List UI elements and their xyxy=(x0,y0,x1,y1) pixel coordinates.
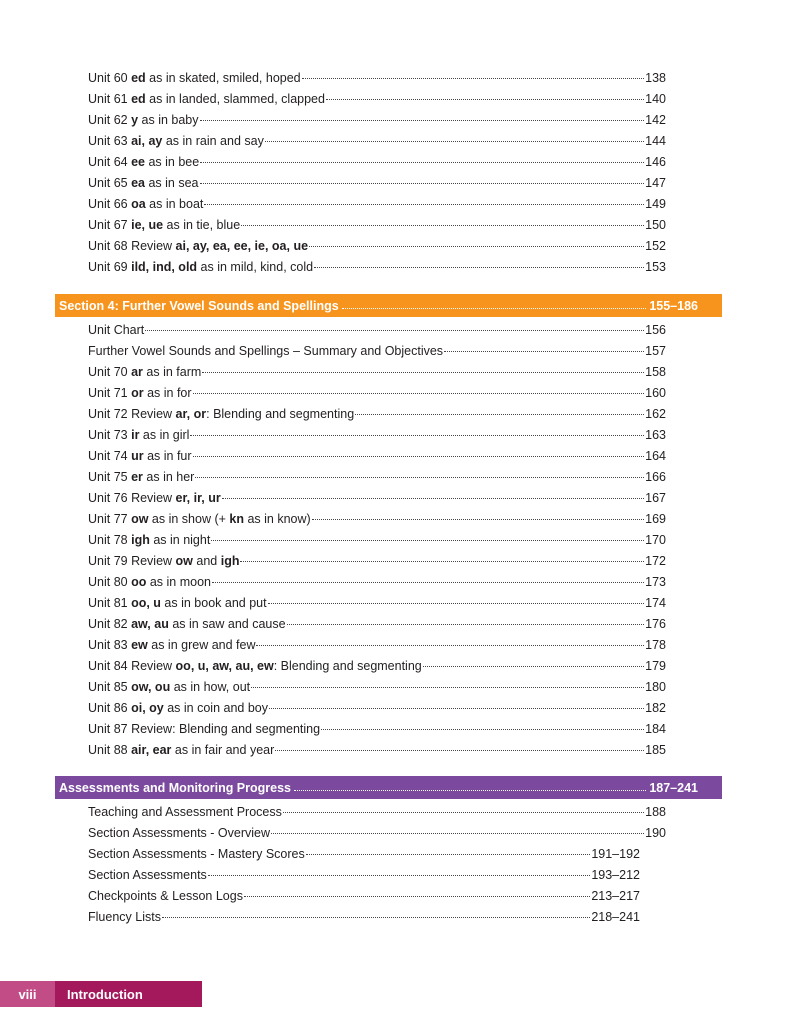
toc-entry-pattern: oa xyxy=(131,197,146,211)
toc-entry-page: 179 xyxy=(645,659,666,673)
dot-leader xyxy=(145,330,644,331)
toc-entry[interactable] xyxy=(88,698,666,719)
toc-entry[interactable] xyxy=(88,509,666,530)
dot-leader xyxy=(244,896,590,897)
toc-entry-text: as in tie, blue xyxy=(163,218,241,232)
toc-entry-pattern: kn xyxy=(229,512,244,526)
toc-entry[interactable] xyxy=(88,656,666,677)
toc-entry-pattern: oo, u xyxy=(131,596,161,610)
toc-entry[interactable] xyxy=(88,844,640,865)
toc-entry[interactable] xyxy=(88,257,666,278)
toc-entry-text: Unit 60 xyxy=(88,71,132,85)
toc-entry-pattern: ed xyxy=(131,71,146,85)
toc-entry-title xyxy=(88,509,311,530)
toc-entry[interactable] xyxy=(88,823,666,844)
dot-leader xyxy=(269,708,644,709)
toc-entry-text: as in grew and few xyxy=(147,638,256,652)
dot-leader xyxy=(294,790,646,791)
dot-leader xyxy=(302,78,645,79)
toc-entry[interactable] xyxy=(88,530,666,551)
dot-leader xyxy=(195,477,644,478)
toc-entry-text: Unit 66 xyxy=(88,197,132,211)
toc-entry-text: as in her xyxy=(142,470,195,484)
toc-entry[interactable] xyxy=(88,488,666,509)
toc-entry-text: as in mild, kind, cold xyxy=(197,260,314,274)
assessments-header[interactable] xyxy=(55,776,722,799)
toc-entry-text: as in sea xyxy=(145,176,199,190)
toc-entry-text: Unit 64 xyxy=(88,155,132,169)
toc-entry-text: Unit 85 xyxy=(88,680,132,694)
dot-leader xyxy=(423,666,644,667)
toc-entry[interactable] xyxy=(88,173,666,194)
dot-leader xyxy=(208,875,591,876)
dot-leader xyxy=(312,519,644,520)
toc-entry-title xyxy=(88,865,207,886)
toc-entry-text: as in saw and cause xyxy=(168,617,286,631)
toc-entry[interactable] xyxy=(88,152,666,173)
toc-entry-text: Unit 70 xyxy=(88,365,132,379)
dot-leader xyxy=(190,435,644,436)
toc-entry-title xyxy=(88,907,161,928)
toc-entry[interactable] xyxy=(88,572,666,593)
section-4-title: Section 4: Further Vowel Sounds and Spellings xyxy=(59,298,339,313)
toc-entry-text: as in for xyxy=(143,386,192,400)
toc-entry-text: Teaching and Assessment Process xyxy=(88,805,282,819)
toc-entry-pattern: er xyxy=(131,470,143,484)
dot-leader xyxy=(240,561,644,562)
toc-entry-pattern: ir xyxy=(131,428,140,442)
toc-entry-title xyxy=(88,719,320,740)
toc-entry-text: as in show (+ xyxy=(148,512,230,526)
dot-leader xyxy=(309,246,644,247)
toc-entry[interactable] xyxy=(88,740,666,761)
dot-leader xyxy=(355,414,644,415)
toc-entry-text: as in coin and boy xyxy=(163,701,268,715)
toc-entry[interactable] xyxy=(88,865,640,886)
toc-entry[interactable] xyxy=(88,341,666,362)
toc-entry-page: 144 xyxy=(645,134,666,148)
toc-entry[interactable] xyxy=(88,802,666,823)
toc-entry-title xyxy=(88,446,192,467)
toc-entry-text: Unit Chart xyxy=(88,323,145,337)
toc-entry-text: as in book and put xyxy=(160,596,267,610)
dot-leader xyxy=(271,833,644,834)
toc-entry[interactable] xyxy=(88,635,666,656)
toc-entry[interactable] xyxy=(88,383,666,404)
toc-entry-text: Section Assessments - Overview xyxy=(88,826,271,840)
toc-entry-page: 138 xyxy=(645,71,666,85)
toc-entry[interactable] xyxy=(88,467,666,488)
toc-entry-text: as in farm xyxy=(142,365,202,379)
toc-entry-title xyxy=(88,488,221,509)
toc-entry[interactable] xyxy=(88,89,666,110)
toc-entry-title xyxy=(88,425,189,446)
toc-entry-pattern: ow xyxy=(175,554,193,568)
toc-entry-title xyxy=(88,404,354,425)
toc-entry-pattern: ea xyxy=(131,176,145,190)
toc-entry-text: as in night xyxy=(149,533,211,547)
toc-entry-pattern: ai, ay, ea, ee, ie, oa, ue xyxy=(175,239,309,253)
toc-entry-page: 149 xyxy=(645,197,666,211)
toc-entry[interactable] xyxy=(88,551,666,572)
toc-entry-text: as in rain and say xyxy=(162,134,264,148)
toc-entry-text: Unit 62 xyxy=(88,113,132,127)
toc-entry-page: 172 xyxy=(645,554,666,568)
toc-entry-text: as in how, out xyxy=(170,680,251,694)
toc-entry-page: 156 xyxy=(645,323,666,337)
toc-entry-title xyxy=(88,383,192,404)
toc-entry-pattern: ar xyxy=(131,365,143,379)
toc-entry-page: 166 xyxy=(645,470,666,484)
toc-entry-title xyxy=(88,593,267,614)
dot-leader xyxy=(275,750,644,751)
dot-leader xyxy=(241,225,644,226)
dot-leader xyxy=(204,204,644,205)
toc-entry-text: : Blending and segmenting xyxy=(206,407,355,421)
dot-leader xyxy=(265,141,644,142)
toc-entry-text: as in baby xyxy=(138,113,199,127)
toc-entry-page: 180 xyxy=(645,680,666,694)
toc-entry-text: Unit 78 xyxy=(88,533,132,547)
toc-entry-text: Unit 71 xyxy=(88,386,132,400)
toc-entry-text: Unit 80 xyxy=(88,575,132,589)
toc-entry-text: Unit 67 xyxy=(88,218,132,232)
toc-entry[interactable] xyxy=(88,362,666,383)
toc-entry-title xyxy=(88,614,286,635)
toc-entry[interactable] xyxy=(88,907,640,928)
toc-entry-pattern: ew xyxy=(131,638,148,652)
toc-entry-title xyxy=(88,194,203,215)
toc-entry-pattern: or xyxy=(131,386,144,400)
dot-leader xyxy=(342,308,647,309)
toc-entry-text: Unit 86 xyxy=(88,701,132,715)
toc-entry-title xyxy=(88,656,422,677)
toc-entry-page: 140 xyxy=(645,92,666,106)
toc-entry-pattern: ow, ou xyxy=(131,680,171,694)
toc-entry-pattern: oi, oy xyxy=(131,701,164,715)
toc-entry[interactable] xyxy=(88,236,666,257)
toc-entry[interactable] xyxy=(88,614,666,635)
toc-entry-pattern: ow xyxy=(131,512,149,526)
toc-entry[interactable] xyxy=(88,719,666,740)
toc-entry-text: Unit 72 Review xyxy=(88,407,176,421)
toc-entry-pattern: ed xyxy=(131,92,146,106)
toc-entry-page: 191–192 xyxy=(591,847,640,861)
toc-entry-text: Unit 88 xyxy=(88,743,132,757)
toc-entry-text: as in landed, slammed, clapped xyxy=(145,92,325,106)
toc-entry-text: Unit 84 Review xyxy=(88,659,176,673)
toc-entry-pattern: oo, u, aw, au, ew xyxy=(175,659,274,673)
toc-entry-title xyxy=(88,886,243,907)
toc-entry-text: Unit 63 xyxy=(88,134,132,148)
toc-entry-text: and xyxy=(192,554,221,568)
toc-entry-text: Unit 73 xyxy=(88,428,132,442)
assessments-title: Assessments and Monitoring Progress xyxy=(59,780,292,795)
toc-entry-page: 162 xyxy=(645,407,666,421)
dot-leader xyxy=(444,351,644,352)
toc-entry-pattern: ar, or xyxy=(175,407,207,421)
toc-entry-page: 147 xyxy=(645,176,666,190)
toc-entry-title xyxy=(88,215,240,236)
dot-leader xyxy=(162,917,590,918)
toc-entry-text: Unit 74 xyxy=(88,449,132,463)
toc-entry-page: 170 xyxy=(645,533,666,547)
toc-entry-text: : Blending and segmenting xyxy=(273,659,422,673)
toc-entry-page: 146 xyxy=(645,155,666,169)
toc-entry-text: as in fair and year xyxy=(171,743,275,757)
toc-entry-title xyxy=(88,844,305,865)
toc-entry[interactable] xyxy=(88,194,666,215)
toc-entry-pattern: oo xyxy=(131,575,147,589)
toc-entry-pattern: ai, ay xyxy=(131,134,163,148)
toc-entry-page: 193–212 xyxy=(591,868,640,882)
toc-entry[interactable] xyxy=(88,677,666,698)
toc-entry-text: Unit 87 Review: Blending and segmenting xyxy=(88,722,321,736)
toc-entry-text: as in skated, smiled, hoped xyxy=(145,71,301,85)
toc-entry-page: 176 xyxy=(645,617,666,631)
toc-entry[interactable] xyxy=(88,131,666,152)
toc-entry-page: 160 xyxy=(645,386,666,400)
dot-leader xyxy=(200,183,645,184)
toc-entry-title xyxy=(88,152,199,173)
toc-entry-pattern: y xyxy=(131,113,139,127)
toc-entry-page: 188 xyxy=(645,805,666,819)
toc-entry-text: Unit 75 xyxy=(88,470,132,484)
toc-entry-text: as in moon xyxy=(146,575,211,589)
toc-entry-page: 185 xyxy=(645,743,666,757)
footer-tab xyxy=(0,981,202,1007)
toc-entry-text: as in boat xyxy=(145,197,204,211)
toc-entry-text: as in girl xyxy=(139,428,190,442)
toc-entry-page: 213–217 xyxy=(591,889,640,903)
toc-entry-text: as in fur xyxy=(143,449,192,463)
toc-entry-page: 184 xyxy=(645,722,666,736)
toc-entry-pattern: igh xyxy=(220,554,240,568)
dot-leader xyxy=(222,498,644,499)
toc-entry[interactable] xyxy=(88,593,666,614)
toc-entry-page: 142 xyxy=(645,113,666,127)
toc-entry-title xyxy=(88,257,313,278)
toc-entry-page: 153 xyxy=(645,260,666,274)
dot-leader xyxy=(212,582,644,583)
toc-entry-title xyxy=(88,698,268,719)
toc-entry-title xyxy=(88,823,270,844)
toc-entry-text: Unit 61 xyxy=(88,92,132,106)
dot-leader xyxy=(321,729,644,730)
toc-entry-title xyxy=(88,802,282,823)
toc-entry[interactable] xyxy=(88,68,666,89)
toc-entry-title xyxy=(88,467,194,488)
toc-entry-page: 167 xyxy=(645,491,666,505)
toc-entry[interactable] xyxy=(88,320,666,341)
section-4-header[interactable] xyxy=(55,294,722,317)
toc-entry-title xyxy=(88,530,210,551)
toc-entry-pattern: ur xyxy=(131,449,144,463)
toc-entry-pattern: ee xyxy=(131,155,145,169)
toc-entry-pattern: air, ear xyxy=(131,743,172,757)
toc-entry-text: as in bee xyxy=(145,155,200,169)
dot-leader xyxy=(268,603,645,604)
toc-entry-pattern: igh xyxy=(131,533,150,547)
toc-entry-title xyxy=(88,68,301,89)
toc-entry-page: 150 xyxy=(645,218,666,232)
dot-leader xyxy=(314,267,644,268)
footer-label: Introduction xyxy=(67,986,143,1002)
dot-leader xyxy=(251,687,644,688)
assessments-pages: 187–241 xyxy=(649,780,698,795)
dot-leader xyxy=(193,393,645,394)
dot-leader xyxy=(211,540,644,541)
toc-entry-text: Unit 65 xyxy=(88,176,132,190)
toc-entry-page: 157 xyxy=(645,344,666,358)
toc-entry[interactable] xyxy=(88,404,666,425)
toc-entry-title xyxy=(88,341,443,362)
toc-entry-title xyxy=(88,89,325,110)
toc-entry-pattern: ild, ind, old xyxy=(131,260,198,274)
dot-leader xyxy=(306,854,591,855)
toc-entry-text: Section Assessments - Mastery Scores xyxy=(88,847,305,861)
toc-entry-text: Checkpoints & Lesson Logs xyxy=(88,889,243,903)
toc-entry-page: 174 xyxy=(645,596,666,610)
toc-entry-text: Unit 79 Review xyxy=(88,554,176,568)
toc-entry-text: Fluency Lists xyxy=(88,910,161,924)
toc-entry-title xyxy=(88,635,255,656)
toc-entry-page: 158 xyxy=(645,365,666,379)
toc-entry-text: Section Assessments xyxy=(88,868,207,882)
toc-entry-title xyxy=(88,320,144,341)
toc-entry-page: 164 xyxy=(645,449,666,463)
toc-entry-page: 190 xyxy=(645,826,666,840)
toc-entry[interactable] xyxy=(88,425,666,446)
toc-entry-pattern: er, ir, ur xyxy=(175,491,221,505)
section-4-pages: 155–186 xyxy=(649,298,698,313)
toc-entry-text: Further Vowel Sounds and Spellings – Summary and Objectives xyxy=(88,344,444,358)
dot-leader xyxy=(193,456,645,457)
dot-leader xyxy=(256,645,644,646)
toc-entry-text: as in know) xyxy=(244,512,311,526)
dot-leader xyxy=(200,120,645,121)
toc-entry-text: Unit 69 xyxy=(88,260,132,274)
footer-page-number: viii xyxy=(0,981,55,1007)
toc-entry-title xyxy=(88,110,199,131)
toc-entry-title xyxy=(88,740,274,761)
toc-entry-title xyxy=(88,572,211,593)
toc-entry-text: Unit 76 Review xyxy=(88,491,176,505)
toc-entry-text: Unit 81 xyxy=(88,596,132,610)
toc-entry-pattern: aw, au xyxy=(131,617,169,631)
dot-leader xyxy=(326,99,644,100)
dot-leader xyxy=(283,812,644,813)
toc-entry-page: 152 xyxy=(645,239,666,253)
toc-entry-page: 173 xyxy=(645,575,666,589)
toc-entry[interactable] xyxy=(88,110,666,131)
toc-entry[interactable] xyxy=(88,446,666,467)
toc-entry-text: Unit 82 xyxy=(88,617,132,631)
toc-entry-title xyxy=(88,173,199,194)
toc-entry-page: 182 xyxy=(645,701,666,715)
toc-entry-page: 163 xyxy=(645,428,666,442)
toc-entry[interactable] xyxy=(88,215,666,236)
toc-entry-title xyxy=(88,131,264,152)
dot-leader xyxy=(200,162,644,163)
toc-entry-title xyxy=(88,677,250,698)
toc-entry[interactable] xyxy=(88,886,640,907)
dot-leader xyxy=(287,624,645,625)
toc-entry-title xyxy=(88,236,308,257)
toc-entry-page: 178 xyxy=(645,638,666,652)
dot-leader xyxy=(202,372,644,373)
toc-entry-title xyxy=(88,551,239,572)
toc-entry-text: Unit 83 xyxy=(88,638,132,652)
toc-entry-page: 218–241 xyxy=(591,910,640,924)
toc-entry-pattern: ie, ue xyxy=(131,218,164,232)
toc-entry-text: Unit 68 Review xyxy=(88,239,176,253)
toc-entry-title xyxy=(88,362,201,383)
toc-entry-page: 169 xyxy=(645,512,666,526)
toc-entry-text: Unit 77 xyxy=(88,512,132,526)
